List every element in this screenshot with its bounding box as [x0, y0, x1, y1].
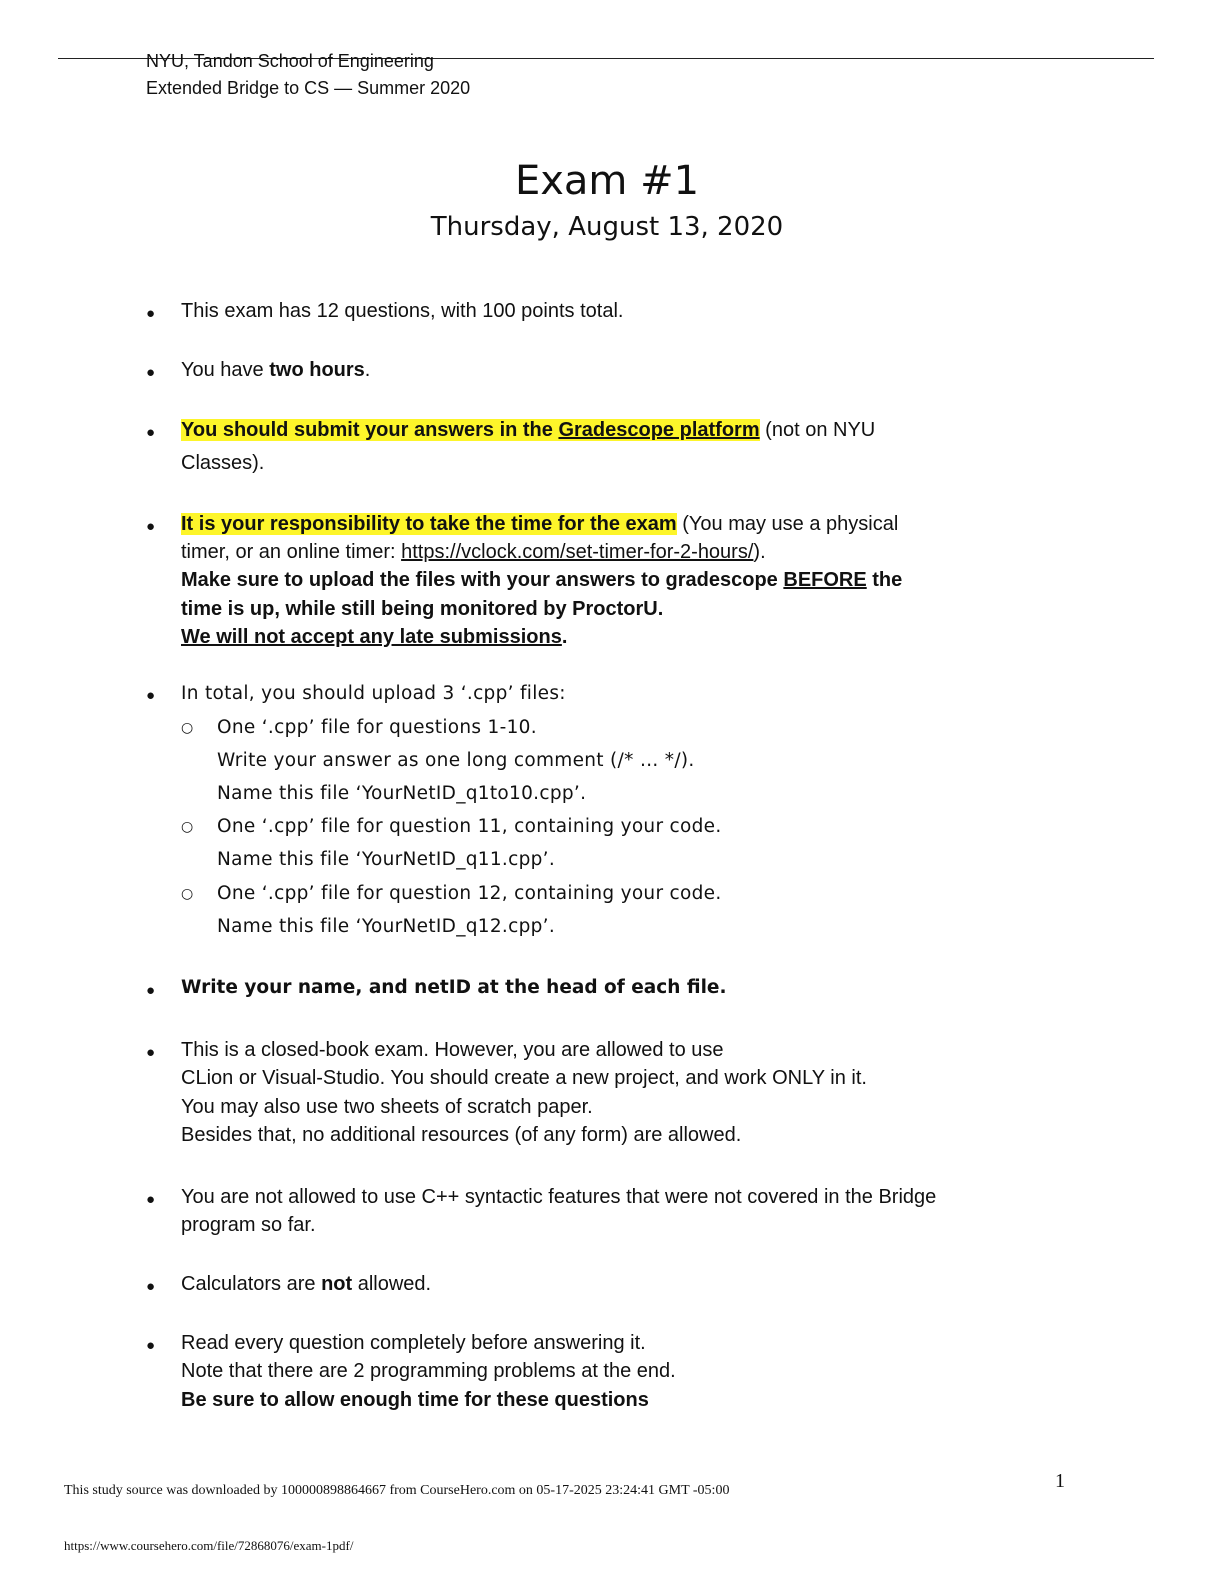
bullet-submit: You should submit your answers in the Gradescope platform (not on NYU	[181, 419, 876, 441]
bullet-closed-book-4: Besides that, no additional resources (of any form) are allowed.	[181, 1124, 742, 1146]
bullet-questions: This exam has 12 questions, with 100 points total.	[181, 300, 624, 322]
bullet-read: Read every question completely before answering it.	[181, 1332, 646, 1354]
bullet-duration: You have two hours.	[181, 359, 371, 381]
bullet-icon: ●	[146, 424, 156, 441]
bullet-files: In total, you should upload 3 ‘.cpp’ files:	[181, 683, 566, 704]
bullet-cpp-features: You are not allowed to use C++ syntactic features that were not covered in the Bridge	[181, 1186, 937, 1208]
bullet-icon: ●	[146, 1191, 156, 1208]
sub-bullet-icon: ○	[181, 819, 194, 835]
bullet-icon: ●	[146, 364, 156, 381]
page-title: Exam #1	[514, 158, 700, 204]
gradescope-link[interactable]: Gradescope platform	[558, 419, 760, 441]
bullet-timer-line2: timer, or an online timer: https://vclock.com/set-timer-for-2-hours/).	[181, 541, 766, 563]
sub-file-q11-name: Name this file ‘YourNetID_q11.cpp’.	[217, 849, 556, 870]
bullet-read-3: Be sure to allow enough time for these questions	[181, 1389, 649, 1411]
bullet-cpp-features-2: program so far.	[181, 1214, 316, 1236]
bullet-icon: ●	[146, 982, 156, 999]
bullet-read-2: Note that there are 2 programming problems at the end.	[181, 1360, 676, 1382]
header-course: Extended Bridge to CS — Summer 2020	[146, 78, 471, 98]
bullet-timer-late: We will not accept any late submissions.	[181, 626, 568, 648]
bullet-closed-book-3: You may also use two sheets of scratch paper.	[181, 1096, 593, 1118]
bullet-icon: ●	[146, 1337, 156, 1354]
sub-file-q12-name: Name this file ‘YourNetID_q12.cpp’.	[217, 916, 556, 937]
bullet-timer-upload: Make sure to upload the files with your answers to gradescope BEFORE the	[181, 569, 903, 591]
exam-date: Thursday, August 13, 2020	[430, 212, 784, 242]
bullet-name-netid: Write your name, and netID at the head of each file.	[181, 977, 727, 998]
timer-link[interactable]: https://vclock.com/set-timer-for-2-hours/	[401, 541, 754, 563]
sub-file-q12: One ‘.cpp’ file for question 12, containing your code.	[217, 883, 722, 904]
sub-file-q11: One ‘.cpp’ file for question 11, containing your code.	[217, 816, 722, 837]
header-school: NYU, Tandon School of Engineering	[146, 51, 434, 71]
bullet-timer-proctor: time is up, while still being monitored by ProctorU.	[181, 598, 664, 620]
bullet-icon: ●	[146, 687, 156, 704]
bullet-closed-book-2: CLion or Visual-Studio. You should create a new project, and work ONLY in it.	[181, 1067, 867, 1089]
footer-source: This study source was downloaded by 100000898864667 from CourseHero.com on 05-17-2025 23:24:41 GMT -05:00	[64, 1483, 730, 1498]
sub-file-q1to10-comment: Write your answer as one long comment (/* … */).	[217, 750, 695, 771]
bullet-icon: ●	[146, 1278, 156, 1295]
bullet-icon: ●	[146, 1044, 156, 1061]
bullet-closed-book: This is a closed-book exam. However, you are allowed to use	[181, 1039, 724, 1061]
sub-bullet-icon: ○	[181, 720, 194, 736]
bullet-submit-cont: Classes).	[181, 452, 265, 474]
sub-bullet-icon: ○	[181, 886, 194, 902]
sub-file-q1to10: One ‘.cpp’ file for questions 1-10.	[217, 717, 537, 738]
bullet-icon: ●	[146, 518, 156, 535]
bullet-icon: ●	[146, 305, 156, 322]
bullet-calculators: Calculators are not allowed.	[181, 1273, 432, 1295]
sub-file-q1to10-name: Name this file ‘YourNetID_q1to10.cpp’.	[217, 783, 587, 804]
footer-url[interactable]: https://www.coursehero.com/file/72868076/exam-1pdf/	[64, 1538, 354, 1553]
bullet-timer: It is your responsibility to take the time for the exam (You may use a physical	[181, 513, 899, 535]
page-number: 1	[1055, 1470, 1065, 1492]
